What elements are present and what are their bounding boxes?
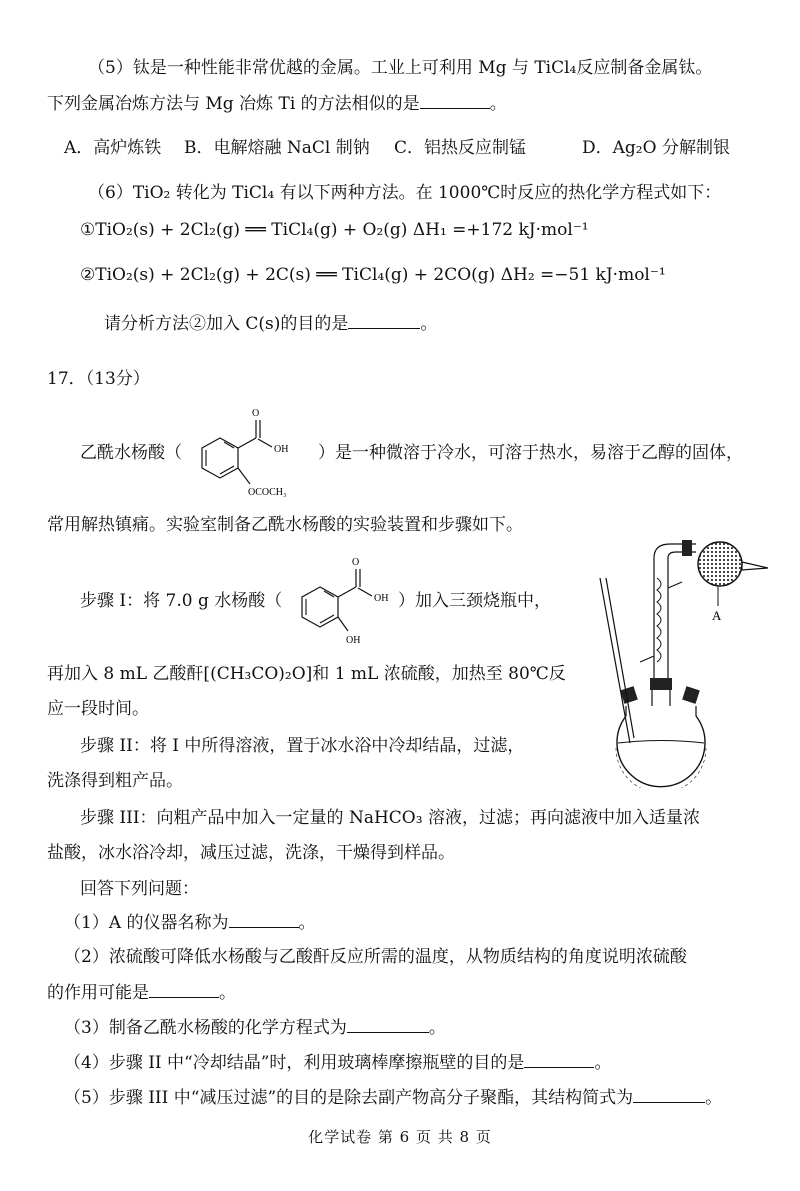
answer-blank xyxy=(420,90,490,109)
question-5: （5）步骤 III 中“减压过滤”的目的是除去副产物高分子聚酯，其结构简式为 。 xyxy=(64,1084,722,1111)
answer-blank xyxy=(229,909,299,928)
step1-d: 应一段时间。 xyxy=(47,699,149,719)
label-a: A xyxy=(712,608,722,623)
step2-a: 步骤 II：将 I 中所得溶液，置于冰水浴中冷却结晶，过滤， xyxy=(80,736,525,756)
q17-heading: 17．（13分） xyxy=(47,369,150,389)
answer-blank xyxy=(149,979,219,998)
q17-intro-c: 常用解热镇痛。实验室制备乙酰水杨酸的实验装置和步骤如下。 xyxy=(47,515,523,535)
step2-b: 洗涤得到粗产品。 xyxy=(47,771,183,791)
q17-intro-a: 乙酰水杨酸（ xyxy=(80,443,182,463)
question-1: （1）A 的仪器名称为 。 xyxy=(64,909,316,936)
step1-b: ）加入三颈烧瓶中， xyxy=(398,591,551,611)
option-a: A．高炉炼铁 xyxy=(64,138,162,158)
answer-blank xyxy=(347,1014,429,1033)
question-2b: 的作用可能是 。 xyxy=(47,979,236,1006)
question-4: （4）步骤 II 中“冷却结晶”时，利用玻璃棒摩擦瓶壁的目的是 。 xyxy=(64,1049,611,1076)
acetoxy-label: OCOCH₃ xyxy=(248,487,287,498)
question-3: （3）制备乙酰水杨酸的化学方程式为 。 xyxy=(64,1014,446,1041)
q16-part6-line1: （6）TiO₂ 转化为 TiCl₄ 有以下两种方法。在 1000℃时反应的热化学方程式如下： xyxy=(88,183,722,203)
equation-1: ①TiO₂(s) + 2Cl₂(g) ══ TiCl₄(g) + O₂(g) ΔH₁ =+172 kJ·mol⁻¹ xyxy=(80,220,589,240)
option-c: C．铝热反应制锰 xyxy=(394,138,527,158)
page-footer: 化学试卷 第 6 页 共 8 页 xyxy=(308,1128,492,1146)
phenol-oh-label: OH xyxy=(346,635,361,646)
hydroxyl-label: OH xyxy=(374,593,389,604)
carbonyl-o-label: O xyxy=(252,408,260,419)
hydroxyl-label: OH xyxy=(274,444,289,455)
equation-2: ②TiO₂(s) + 2Cl₂(g) + 2C(s) ══ TiCl₄(g) + 2CO(g) ΔH₂ =−51 kJ·mol⁻¹ xyxy=(80,265,666,285)
q16-part6-ask: 请分析方法②加入 C(s)的目的是 。 xyxy=(104,310,437,337)
q17-intro-b: ）是一种微溶于冷水，可溶于热水，易溶于乙醇的固体， xyxy=(318,443,743,463)
q16-part5-text: 下列金属冶炼方法与 Mg 冶炼 Ti 的方法相似的是 xyxy=(47,94,420,114)
answer-blank xyxy=(633,1084,705,1103)
step1-c: 再加入 8 mL 乙酸酐[(CH₃CO)₂O]和 1 mL 浓硫酸，加热至 80℃反 xyxy=(47,664,566,684)
option-d: D．Ag₂O 分解制银 xyxy=(582,138,730,158)
carbonyl-o-label: O xyxy=(352,557,360,568)
reflux-apparatus-diagram xyxy=(578,538,778,788)
q16-part5-line1: （5）钛是一种性能非常优越的金属。工业上可利用 Mg 与 TiCl₄反应制备金属钛。 xyxy=(88,58,713,78)
step1-a: 步骤 I：将 7.0 g 水杨酸（ xyxy=(80,591,283,611)
q16-part5-line2: 下列金属冶炼方法与 Mg 冶炼 Ti 的方法相似的是 。 xyxy=(47,90,507,117)
answer-blank xyxy=(524,1049,594,1068)
question-2a: （2）浓硫酸可降低水杨酸与乙酸酐反应所需的温度，从物质结构的角度说明浓硫酸 xyxy=(64,947,687,967)
acetylsalicylic-acid-structure xyxy=(180,404,320,500)
step3-b: 盐酸，冰水浴冷却，减压过滤，洗涤，干燥得到样品。 xyxy=(47,843,455,863)
option-b: B．电解熔融 NaCl 制钠 xyxy=(184,138,370,158)
step3-a: 步骤 III：向粗产品中加入一定量的 NaHCO₃ 溶液，过滤；再向滤液中加入适量浓 xyxy=(80,808,700,828)
answer-blank xyxy=(348,310,420,329)
answer-intro: 回答下列问题： xyxy=(80,879,199,899)
salicylic-acid-structure xyxy=(290,553,400,649)
